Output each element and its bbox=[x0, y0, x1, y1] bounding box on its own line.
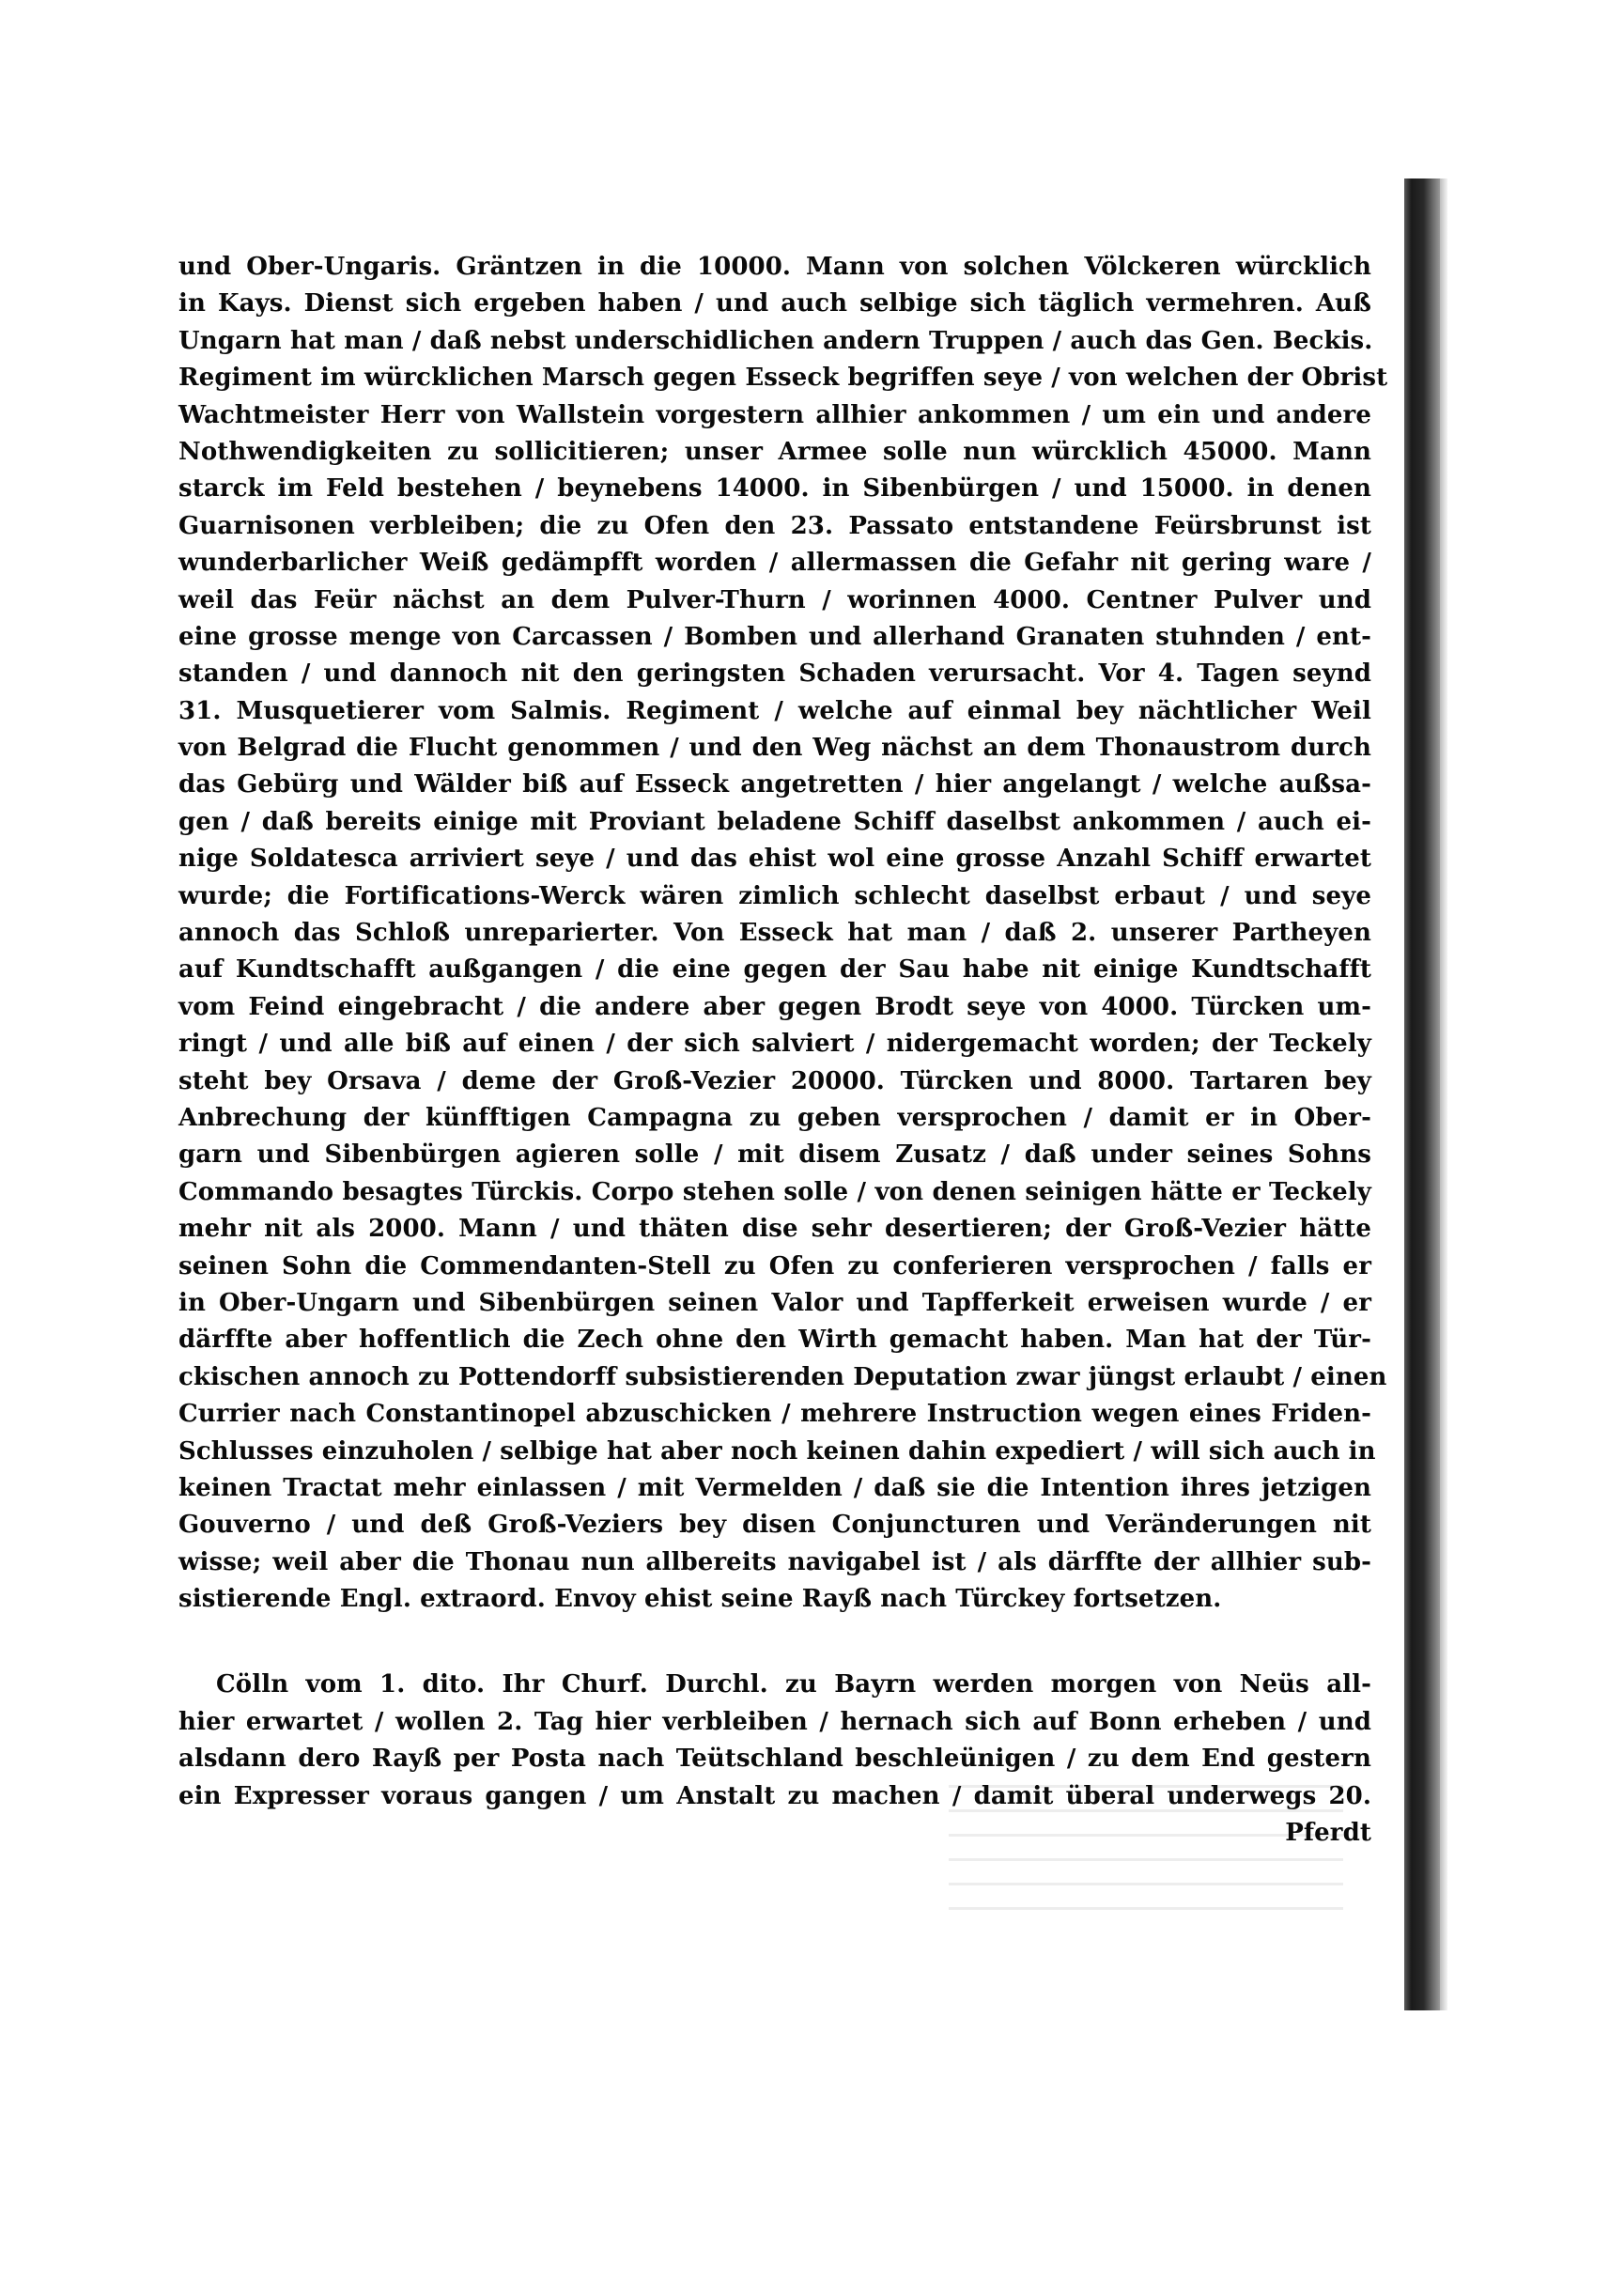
text-line: nige Soldatesca arriviert seye / und das ehist wol eine grosse Anzahl Schiff erwartet bbox=[178, 845, 1371, 874]
paragraph-news-cologne bbox=[178, 1667, 1371, 1815]
text-line: 31. Musquetierer vom Salmis. Regiment / welche auf einmal bey nächtlicher Weil bbox=[178, 696, 1371, 725]
text-line: Guarnisonen verbleiben; die zu Ofen den 23. Passato entstandene Feürsbrunst ist bbox=[178, 511, 1371, 540]
text-line: von Belgrad die Flucht genommen / und den Weg nächst an dem Thonaustrom durch bbox=[178, 734, 1371, 763]
text-line: standen / und dannoch nit den geringsten Schaden verursacht. Vor 4. Tagen seynd bbox=[178, 659, 1371, 689]
text-line: eine grosse menge von Carcassen / Bomben und allerhand Granaten stuhnden / ent- bbox=[178, 622, 1371, 651]
text-line: starck im Feld bestehen / beynebens 14000. in Sibenbürgen / und 15000. in denen bbox=[178, 474, 1371, 504]
text-line: auf Kundtschafft außgangen / die eine gegen der Sau habe nit einige Kundtschafft bbox=[178, 955, 1371, 985]
text-line: Regiment im würcklichen Marsch gegen Esseck begriffen seye / von welchen der Obrist bbox=[178, 364, 1388, 393]
text-line: das Gebürg und Wälder biß auf Esseck angetretten / hier angelangt / welche außsa- bbox=[178, 770, 1371, 799]
text-line: wunderbarlicher Weiß gedämpfft worden / allermassen die Gefahr nit gering ware / bbox=[178, 549, 1371, 578]
text-line: Cölln vom 1. dito. Ihr Churf. Durchl. zu Bayrn werden morgen von Neüs all- bbox=[216, 1670, 1371, 1699]
catchword: Pferdt bbox=[1285, 1819, 1371, 1848]
text-line: vom Feind eingebracht / die andere aber gegen Brodt seye von 4000. Türcken um- bbox=[178, 992, 1371, 1021]
text-line: ckischen annoch zu Pottendorff subsistierenden Deputation zwar jüngst erlaubt / einen bbox=[178, 1362, 1387, 1391]
text-line: annoch das Schloß unreparierter. Von Esseck hat man / daß 2. unserer Partheyen bbox=[178, 919, 1371, 948]
text-line: sistierende Engl. extraord. Envoy ehist seine Rayß nach Türckey fortsetzen. bbox=[178, 1585, 1222, 1614]
text-line: hier erwartet / wollen 2. Tag hier verbleiben / hernach sich auf Bonn erheben / und bbox=[178, 1707, 1371, 1736]
text-line: Nothwendigkeiten zu sollicitieren; unser Armee solle nun würcklich 45000. Mann bbox=[178, 437, 1371, 466]
paragraph-gap bbox=[178, 1618, 1371, 1667]
text-line: Currier nach Constantinopel abzuschicken / mehrere Instruction wegen eines Friden- bbox=[178, 1400, 1371, 1429]
text-line: in Ober-Ungarn und Sibenbürgen seinen Valor und Tapfferkeit erweisen wurde / er bbox=[178, 1288, 1371, 1317]
text-line: Ungarn hat man / daß nebst underschidlichen andern Truppen / auch das Gen. Beckis. bbox=[178, 326, 1373, 355]
paragraph-news-hungary bbox=[178, 249, 1388, 1618]
text-line: alsdann dero Rayß per Posta nach Teütschland beschleünigen / zu dem End gestern bbox=[178, 1745, 1371, 1774]
page-edge bbox=[1440, 178, 1447, 2010]
text-line: keinen Tractat mehr einlassen / mit Vermelden / daß sie die Intention ihres jetzigen bbox=[178, 1473, 1371, 1502]
printed-page bbox=[178, 249, 1388, 1852]
text-line: ringt / und alle biß auf einen / der sich salviert / nidergemacht worden; der Teckely bbox=[178, 1030, 1371, 1059]
text-line: mehr nit als 2000. Mann / und thäten dise sehr desertieren; der Groß-Vezier hätte bbox=[178, 1215, 1371, 1244]
text-line: und Ober-Ungaris. Gräntzen in die 10000. Mann von solchen Völckeren würcklich bbox=[178, 253, 1371, 281]
text-line: ein Expresser voraus gangen / um Anstalt zu machen / damit überal underwegs 20. bbox=[178, 1781, 1371, 1810]
text-line: Commando besagtes Türckis. Corpo stehen solle / von denen seinigen hätte er Teckely bbox=[178, 1177, 1371, 1206]
text-line: garn und Sibenbürgen agieren solle / mit disem Zusatz / daß under seines Sohns bbox=[178, 1140, 1371, 1170]
text-line: seinen Sohn die Commendanten-Stell zu Ofen zu conferieren versprochen / falls er bbox=[178, 1251, 1371, 1280]
text-line: steht bey Orsava / deme der Groß-Vezier 20000. Türcken und 8000. Tartaren bey bbox=[178, 1066, 1371, 1095]
text-line: wisse; weil aber die Thonau nun allbereits navigabel ist / als därffte der allhier sub- bbox=[178, 1547, 1371, 1576]
text-line: därffte aber hoffentlich die Zech ohne den Wirth gemacht haben. Man hat der Tür- bbox=[178, 1326, 1371, 1355]
text-line: gen / daß bereits einige mit Proviant beladene Schiff daselbst ankommen / auch ei- bbox=[178, 807, 1371, 836]
text-line: wurde; die Fortifications-Werck wären zimlich schlecht daselbst erbaut / und seye bbox=[178, 881, 1371, 910]
text-line: Schlusses einzuholen / selbige hat aber noch keinen dahin expediert / will sich auch in bbox=[178, 1436, 1376, 1466]
text-line: in Kays. Dienst sich ergeben haben / und auch selbige sich täglich vermehren. Auß bbox=[178, 289, 1371, 318]
text-line: weil das Feür nächst an dem Pulver-Thurn / worinnen 4000. Centner Pulver und bbox=[178, 585, 1371, 614]
binding-shadow bbox=[1404, 178, 1440, 2010]
text-line: Wachtmeister Herr von Wallstein vorgestern allhier ankommen / um ein und andere bbox=[178, 400, 1371, 429]
text-line: Anbrechung der künfftigen Campagna zu geben versprochen / damit er in Ober- bbox=[178, 1103, 1371, 1132]
text-line: Gouverno / und deß Groß-Veziers bey disen Conjuncturen und Veränderungen nit bbox=[178, 1511, 1371, 1540]
